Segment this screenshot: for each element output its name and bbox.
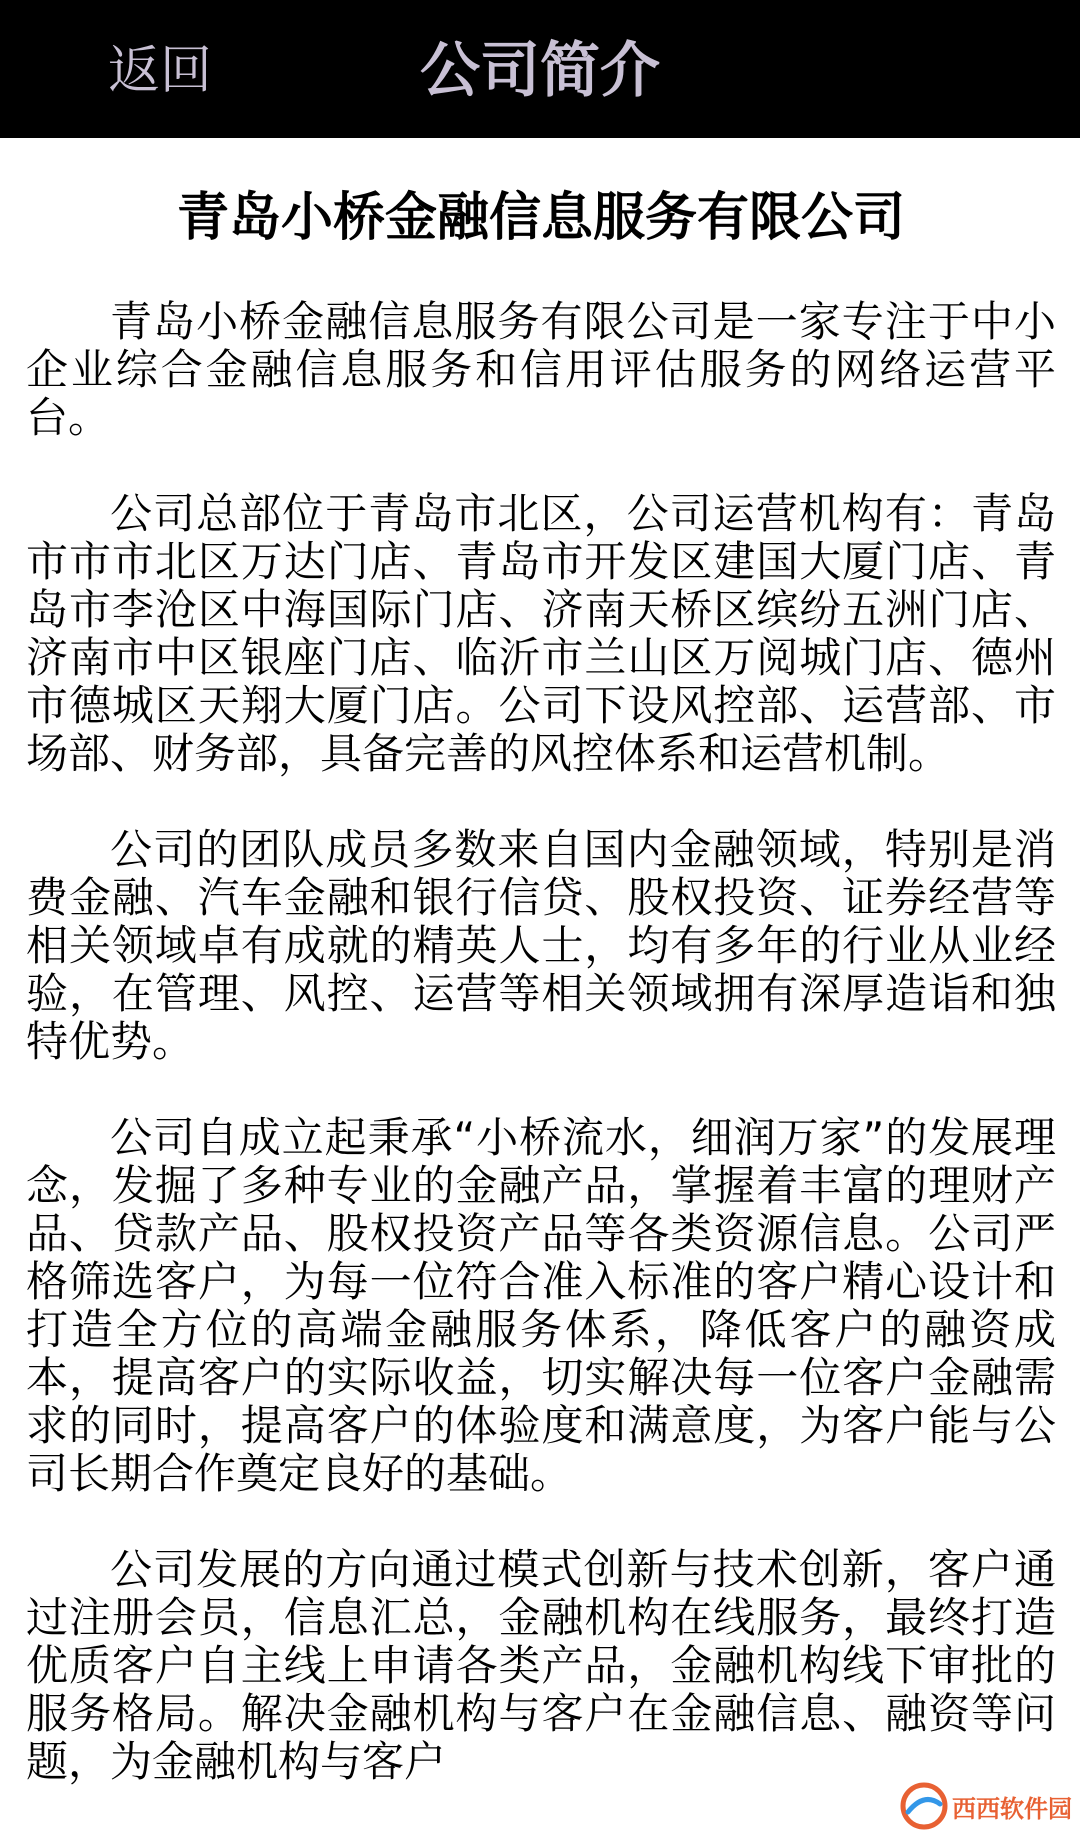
article-paragraph: 公司的团队成员多数来自国内金融领域，特别是消费金融、汽车金融和银行信贷、股权投资、证券经营等相关领域卓有成就的精英人士，均有多年的行业从业经验，在管理、风控、运营等相关领域拥有深厚造诣和独特优势。 [26,825,1056,1066]
company-name-heading: 青岛小桥金融信息服务有限公司 [176,188,905,248]
back-button[interactable]: 返回 [108,41,213,101]
watermark-logo-icon [900,1782,948,1830]
article-paragraph: 公司发展的方向通过模式创新与技术创新，客户通过注册会员，信息汇总，金融机构在线服务，最终打造优质客户自主线上申请各类产品，金融机构线下审批的服务格局。解决金融机构与客户在金融信息、融资等问题，为金融机构与客户 [26,1545,1056,1786]
watermark [892,1776,1072,1836]
article-paragraph: 公司自成立起秉承“小桥流水，细润万家”的发展理念，发掘了多种专业的金融产品，掌握着丰富的理财产品、贷款产品、股权投资产品等各类资源信息。公司严格筛选客户，为每一位符合准入标准的客户精心设计和打造全方位的高端金融服务体系，降低客户的融资成本，提高客户的实际收益，切实解决每一位客户金融需求的同时，提高客户的体验度和满意度，为客户能与公司长期合作奠定良好的基础。 [26,1113,1056,1498]
article-paragraph: 青岛小桥金融信息服务有限公司是一家专注于中小企业综合金融信息服务和信用评估服务的网络运营平台。 [26,297,1056,442]
article-content [26,186,1056,1840]
page-title: 公司简介 [420,36,660,106]
watermark-text: 西西软件园 [952,1794,1072,1823]
nav-bar [0,0,1080,138]
article-paragraph: 公司总部位于青岛市北区，公司运营机构有：青岛市市市北区万达门店、青岛市开发区建国大厦门店、青岛市李沧区中海国际门店、济南天桥区缤纷五洲门店、济南市中区银座门店、临沂市兰山区万阅城门店、德州市德城区天翔大厦门店。公司下设风控部、运营部、市场部、财务部，具备完善的风控体系和运营机制。 [26,489,1056,778]
